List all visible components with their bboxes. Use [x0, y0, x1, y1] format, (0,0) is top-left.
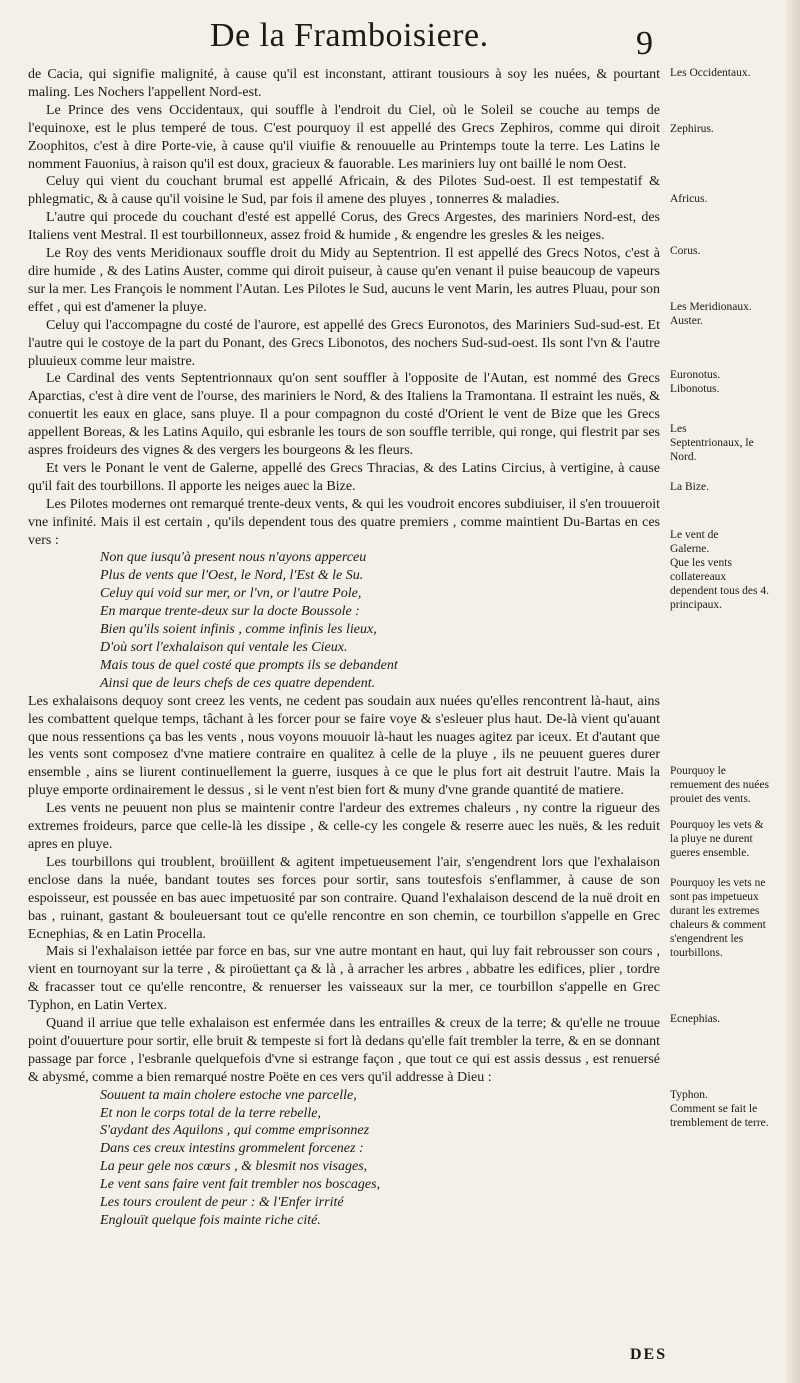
margin-note: Zephirus. [670, 123, 714, 135]
verse-line: Englouït quelque fois mainte riche cité. [100, 1213, 321, 1228]
margin-note: Corus. [670, 245, 701, 257]
paragraph: Les Pilotes modernes ont remarqué trente-deux vents, & qui les voudroit encores subdiuiser, il s'en trouueroit vne infinité. Mais il est certain , qu'ils dependent tous des quatre premiers , comme maintient Du-Bartas en ces vers : [28, 496, 660, 548]
paragraph: Les vents ne peuuent non plus se maintenir contre l'ardeur des extremes chaleurs , ny contre la rigueur des extremes froideurs, parce que celle-là les dissipe , & celle-cy les congele & reserre auec les nuës, & les reduit apres en pluye. [28, 801, 660, 852]
margin-note: Auster. [670, 315, 703, 327]
verse-line: Les tours croulent de peur : & l'Enfer irrité [100, 1195, 344, 1211]
running-header-title: De la Framboisiere. [210, 17, 489, 54]
paragraph: Les tourbillons qui troublent, broüillent & agitent impetueusement l'air, s'engendrent lors que l'exhalaison enclose dans la nuée, bandant toutes ses forces pour sortir, sans toutesfois s'enflammer, à cause de son espoisseur, est poussée en bas auec impetuosité par son contraire. Quand l'exhalaison descend de la nuë droit en bas , ruinant, gastant & bouleuersant tout ce qu'elle rencontre en son chemin, ce tourbillon s'appelle en Grec Ecnephias, & en Latin Procella. [28, 854, 660, 942]
paragraph: Celuy qui vient du couchant brumal est appellé Africain, & des Pilotes Sud-oest. Il est tempestatif & phlegmatic, & à cause qu'il voisine le Sud, par fois il amene des pluyes , tonnerres & maladies. [28, 174, 660, 208]
verse-line: Et non le corps total de la terre rebelle, [100, 1105, 321, 1121]
verse-line: Dans ces creux intestins grommelent forcenez : [100, 1141, 364, 1157]
margin-note: Africus. [670, 193, 708, 205]
margin-note: Les Septentrionaux, le Nord. [670, 423, 754, 463]
verse-line: La peur gele nos cœurs , & blesmit nos visages, [100, 1159, 368, 1175]
margin-note: Les Meridionaux. [670, 301, 752, 313]
paragraph: Et vers le Ponant le vent de Galerne, appellé des Grecs Thracias, & des Latins Circius, à vertigine, à cause qu'il fait des tourbillons. Il apporte les neiges auec la Bize. [28, 460, 660, 494]
margin-note: Pourquoy le remuement des nuées prouiet des vents. [670, 765, 769, 805]
margin-note: Les Occidentaux. [670, 67, 751, 79]
verse-line: Souuent ta main cholere estoche vne parcelle, [100, 1087, 357, 1103]
margin-note: Libonotus. [670, 383, 720, 395]
margin-note: La Bize. [670, 481, 709, 493]
margin-note: Typhon. [670, 1089, 708, 1101]
paragraph: Quand il arriue que telle exhalaison est enfermée dans les entrailles & creux de la terre; & qu'elle ne trouue point d'ouuerture pour sortir, elle bruit & tempeste si fort là dedans qu'elle fait trembler la terre, & en se donnant passage par force , l'esbranle quelquefois d'vne si estrange façon , que tout ce qui est assis dessus , est renuersé & abysmé, comme a bien remarqué nostre Poëte en ces vers qu'il addresse à Dieu : [28, 1016, 660, 1085]
main-text-column [28, 66, 660, 1230]
paragraph: Celuy qui l'accompagne du costé de l'aurore, est appellé des Grecs Euronotos, des Mariniers Sud-sud-est. Et l'autre qui le costoye de la part du Ponant, des Grecs Libonotos, des nochers Sud-sud-oest. Ils sont l'vn & l'autre pluuieux comme leur maistre. [28, 317, 660, 369]
verse-line: Plus de vents que l'Oest, le Nord, l'Est & le Su. [100, 568, 364, 584]
margin-note: Pourquoy les vets & la pluye ne durent gueres ensemble. [670, 819, 764, 859]
verse-line: Ainsi que de leurs chefs de ces quatre dependent. [100, 675, 376, 691]
margin-note: Ecnephias. [670, 1013, 721, 1025]
margin-note: Euronotus. [670, 369, 721, 381]
verse-line: D'où sort l'exhalaison qui ventale les Cieux. [100, 640, 348, 655]
paragraph: Le Prince des vens Occidentaux, qui souffle à l'endroit du Ciel, où le Soleil se couche au temps de l'equinoxe, est le plus temperé de tous. C'est pourquoy il est appellé des Grecs Zephiros, comme qui diroit Zoophitos, c'est à dire Porte-vie, à cause qu'il viuifie & renouuelle au Printemps toute la terre. Les Latins le nomment Fauonius, à raison qu'il est doux, gracieux & fauorable. Les mariniers luy ont baillé le nom Oest. [28, 102, 660, 172]
paragraph: Le Roy des vents Meridionaux souffle droit du Midy au Septentrion. Il est appellé des Grecs Notos, c'est à dire humide , & des Latins Auster, comme qui diroit puiseur, à cause qu'en venant il puise beaucoup de vapeurs sur la mer. Les François le nomment l'Autan. Les Pilotes le Sud, aucuns le vent Marin, les autres Pluau, pour son effet , qui est d'amener la pluye. [28, 246, 660, 315]
facing-page-edge [786, 0, 800, 1383]
verse-line: Mais tous de quel costé que prompts ils se debandent [100, 657, 398, 673]
margin-note: Le vent de Galerne. [670, 529, 719, 555]
margin-note: Comment se fait le tremblement de terre. [670, 1103, 769, 1129]
page-number: 9 [636, 25, 653, 62]
verse-quote-earthquake [100, 1087, 660, 1230]
verse-line: Celuy qui void sur mer, or l'vn, or l'autre Pole, [100, 586, 362, 602]
verse-line: En marque trente-deux sur la docte Boussole : [100, 604, 360, 620]
verse-line: S'aydant des Aquilons , qui comme emprisonnez [100, 1123, 370, 1139]
verse-line: Non que iusqu'à present nous n'ayons apperceu [100, 550, 367, 566]
catchword: DES [630, 1346, 668, 1363]
verse-quote-du-bartas [100, 549, 660, 692]
margin-note: Que les vents collatereaux dependent tous des 4. principaux. [670, 557, 770, 611]
margin-note: Pourquoy les vets ne sont pas impetueux durant les extremes chaleurs & comment s'engendrent les tourbillons. [670, 877, 766, 959]
paragraph: Les exhalaisons dequoy sont creez les vents, ne cedent pas soudain aux nuées qu'elles rencontrent là-haut, ains les combattent quelque temps, tâchant à les forcer pour se faire voye & s'esleuer plus haut. De-là vient qu'auant que nous ressentions ça bas les vents , nous voyons mouuoir là-haut les nuages agitez par iceux. Et d'autant que les vents sont composez d'vne matiere contraire en qualitez à celle de la pluye , ils ne peuuent gueres durer ensemble , ains se liurent continuellement la guerre, iusques à ce que le plus fort ait destruit l'autre. Mais la pluye emporte ordinairement le dessus , si le vent n'est bien fort & muny d'vne grande quantité de matiere. [28, 693, 660, 799]
verse-line: Le vent sans faire vent fait trembler nos boscages, [100, 1177, 381, 1193]
paragraph: de Cacia, qui signifie malignité, à cause qu'il est inconstant, attirant tousiours à soy les nuées, & pourtant maling. Les Nochers l'appellent Nord-est. [28, 67, 660, 100]
verse-line: Bien qu'ils soient infinis , comme infinis les lieux, [100, 622, 377, 638]
paragraph: Mais si l'exhalaison iettée par force en bas, sur vne autre montant en haut, qui luy fait rebrousser son cours , vient en tournoyant sur la terre , & piroüettant ça & là , à arracher les arbres , abbatre les edifices, plier , tordre & fracasser tout ce qu'elle rencontre, & renuerser les vaisseaux sur la mer, ce tourbillon s'appelle en Grec Typhon, en Latin Vertex. [28, 944, 660, 1014]
paragraph: Le Cardinal des vents Septentrionnaux qu'on sent souffler à l'opposite de l'Autan, est nommé des Grecs Aparctias, c'est à dire vent de l'ourse, des mariniers le Nord, & des Italiens la Tramontana. Il estraint les nuës, & conuertit les eaux en glace, sans pluye. Il a pour compagnon du costé d'Orient le vent de Bize que les Grecs appellent Boreas, & les Latins Aquilo, qui esbranle les tours de son souffle terrible, qui ronge, qui flestrit par ses aspres froideurs des vignes & des vergers les bourgeons & les fleurs. [28, 371, 660, 459]
paragraph: L'autre qui procede du couchant d'esté est appellé Corus, des Grecs Argestes, des mariniers Nord-est, des Italiens vent Mestral. Il est tourbillonneux, assez froid & humide , & engendre les gresles & les neiges. [28, 210, 660, 244]
